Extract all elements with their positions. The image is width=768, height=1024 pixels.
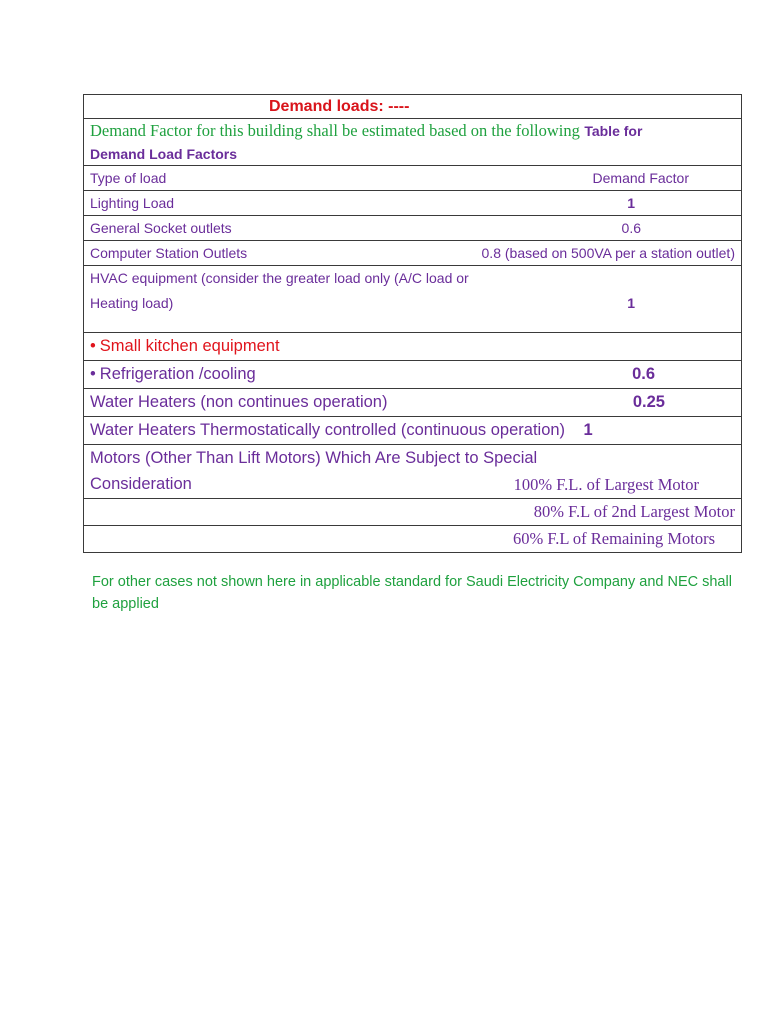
intro-line-1 [84,119,742,143]
table-ref-1: Table for [584,122,643,139]
intro-text: Demand Factor for this building shall be estimated based on the following [90,120,580,140]
row-kitchen [84,333,742,361]
table-row [84,417,742,445]
intro-row-1 [84,119,742,143]
header-type-of-load: Type of load [90,170,167,186]
hvac-line-2: Heating load) [90,294,174,311]
motors-factor-2: 80% F.L of 2nd Largest Motor [84,499,742,526]
table-row [84,499,742,526]
bullet-icon: • [90,365,96,383]
bullet-icon: • [90,337,96,355]
row-water-heaters-thermo [84,417,742,445]
header-demand-factor: Demand Factor [592,170,689,186]
intro-row-2 [84,143,742,166]
row-factor: 1 [627,195,635,211]
table-row [84,389,742,417]
table-row [84,361,742,389]
motors-factor-3: 60% F.L of Remaining Motors [84,526,742,553]
table-title: Demand loads: ---- [84,95,742,119]
header-row [84,166,742,191]
row-computer [84,241,742,266]
table-row [84,333,742,361]
row-type: Water Heaters (non continues operation) [90,393,388,411]
motors-factor-1: 100% F.L. of Largest Motor [513,474,699,494]
table-ref-2: Demand Load Factors [84,143,742,166]
row-refrigeration [84,361,742,389]
motors-row-2 [84,472,742,499]
table-row [84,526,742,553]
row-factor: 1 [583,421,593,439]
motors-line-1: Motors (Other Than Lift Motors) Which Are Subject to Special [84,445,742,472]
table-row [84,191,742,216]
row-factor: 0.8 (based on 500VA per a station outlet) [481,245,735,261]
hvac-row-2 [84,291,742,333]
row-water-heaters [84,389,742,417]
hvac-row-1 [84,266,742,291]
row-socket [84,216,742,241]
motors-line-2-cell [84,472,742,499]
table-title-row [84,95,742,119]
table-row [84,216,742,241]
row-factor: 0.6 [621,220,641,236]
demand-load-table [83,94,742,553]
table-row [84,241,742,266]
row-lighting [84,191,742,216]
row-type: Lighting Load [90,195,175,211]
row-type: Computer Station Outlets [90,245,248,261]
row-type: Water Heaters Thermostatically controlled (continuous operation) [90,421,566,439]
row-factor: 0.6 [632,365,655,383]
motors-row-1 [84,445,742,472]
footer-note: For other cases not shown here in applicable standard for Saudi Electricity Company and NEC shall be applied [92,574,732,612]
row-type: Small kitchen equipment [99,337,280,355]
row-type: Refrigeration /cooling [99,365,256,383]
hvac-line-1: HVAC equipment (consider the greater load only (A/C load or [84,266,742,291]
row-type: General Socket outlets [90,220,232,236]
row-factor: 0.25 [632,393,665,411]
motors-line-2: Consideration [90,475,192,494]
hvac-line-2-cell [84,291,742,333]
hvac-factor: 1 [627,294,635,311]
header-cell [84,166,742,191]
